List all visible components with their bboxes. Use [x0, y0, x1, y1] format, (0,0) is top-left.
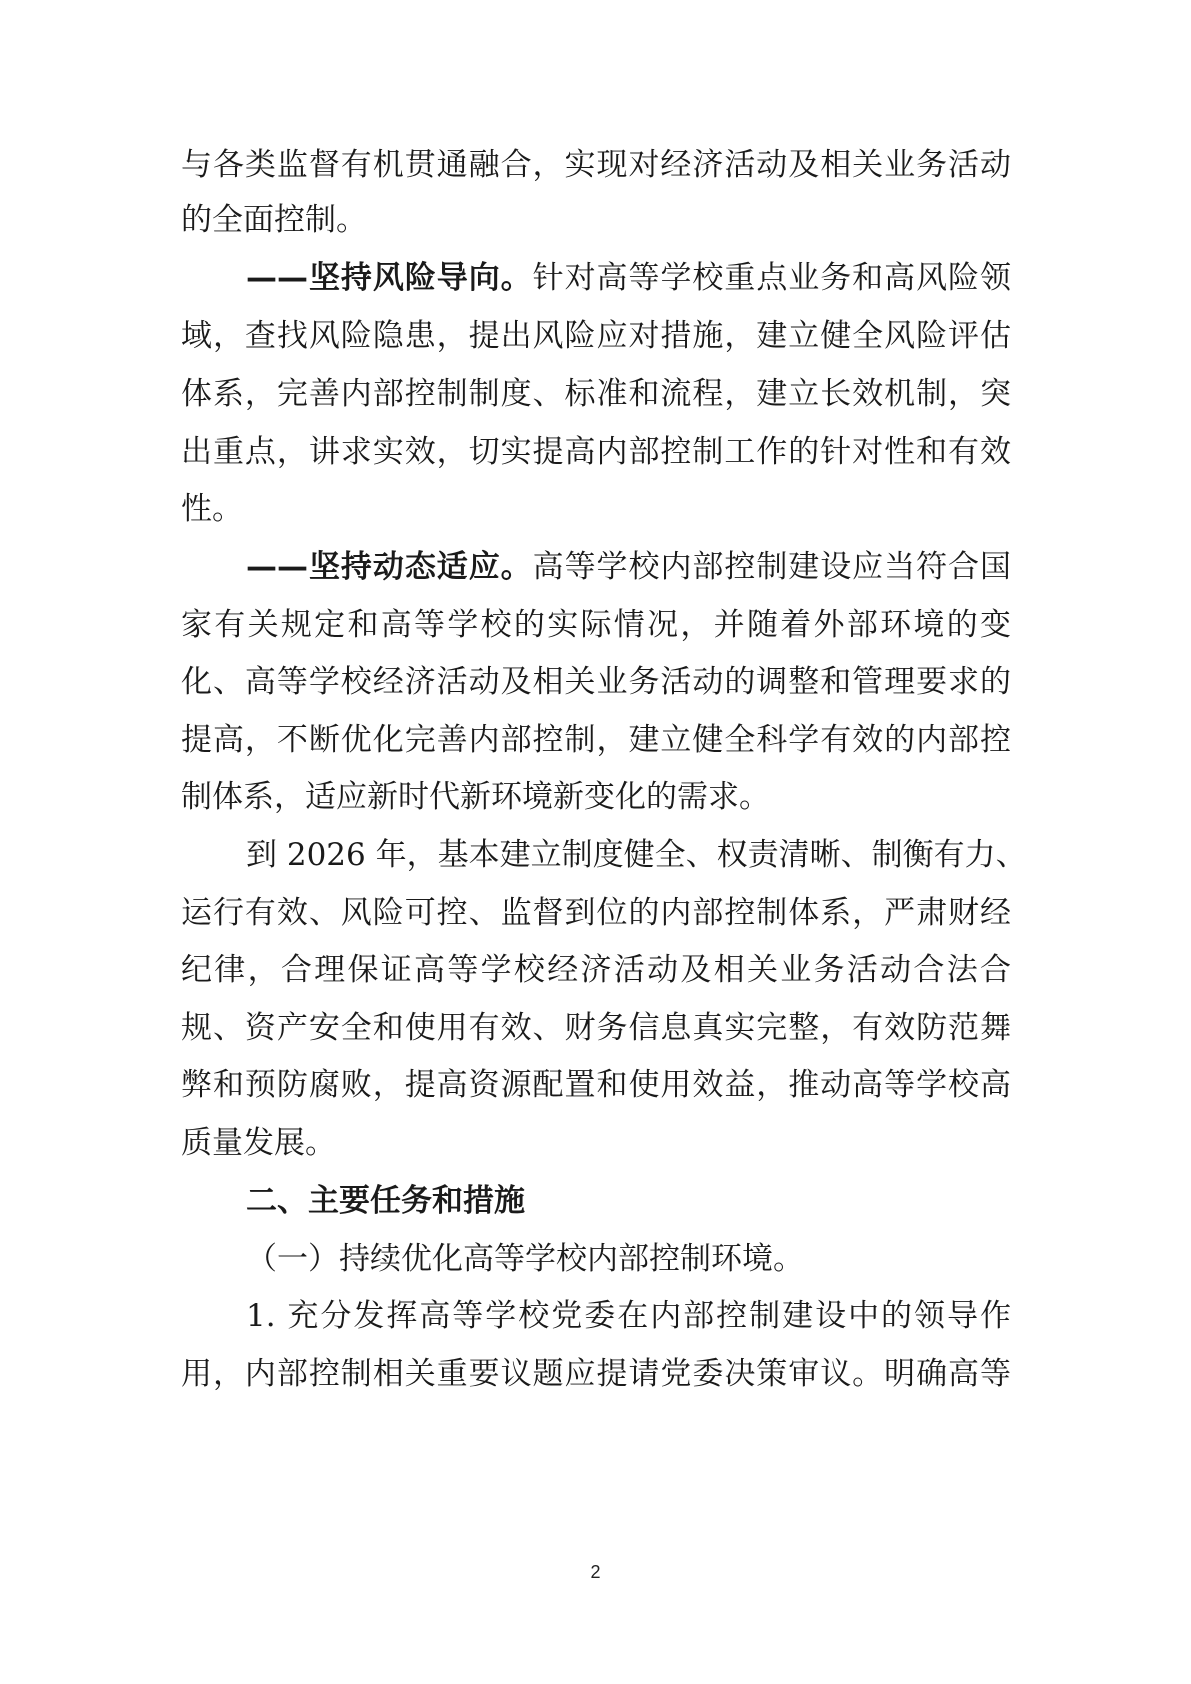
paragraph-line: 出重点，讲求实效，切实提高内部控制工作的针对性和有效: [181, 434, 1011, 470]
paragraph-line: 制体系，适应新时代新环境新变化的需求。: [181, 779, 770, 815]
paragraph-line: 运行有效、风险可控、监督到位的内部控制体系，严肃财经: [181, 895, 1011, 931]
paragraph-line: 弊和预防腐败，提高资源配置和使用效益，推动高等学校高: [181, 1067, 1011, 1103]
paragraph-line: 家有关规定和高等学校的实际情况，并随着外部环境的变: [181, 607, 1011, 643]
paragraph-line: 到 2026 年，基本建立制度健全、权责清晰、制衡有力、: [246, 837, 1027, 873]
paragraph-line: 规、资产安全和使用有效、财务信息真实完整，有效防范舞: [181, 1010, 1011, 1046]
paragraph-line: 纪律，合理保证高等学校经济活动及相关业务活动合法合: [181, 952, 1011, 988]
paragraph-line: 用，内部控制相关重要议题应提请党委决策审议。明确高等: [181, 1356, 1011, 1392]
subsection-heading: （一）持续优化高等学校内部控制环境。: [246, 1241, 804, 1277]
paragraph-line: 域，查找风险隐患，提出风险应对措施，建立健全风险评估: [181, 318, 1011, 354]
principle-heading: ——坚持动态适应。: [246, 549, 533, 585]
paragraph-line: 1. 充分发挥高等学校党委在内部控制建设中的领导作: [246, 1298, 1011, 1334]
paragraph-line: 提高，不断优化完善内部控制，建立健全科学有效的内部控: [181, 722, 1011, 758]
section-heading: 二、主要任务和措施: [246, 1183, 525, 1219]
paragraph-line: 化、高等学校经济活动及相关业务活动的调整和管理要求的: [181, 664, 1011, 700]
paragraph-line: 质量发展。: [181, 1125, 336, 1161]
paragraph-line-principle-dynamic: [246, 547, 1011, 587]
principle-text: 高等学校内部控制建设应当符合国: [532, 549, 1012, 585]
paragraph-line: 体系，完善内部控制制度、标准和流程，建立长效机制，突: [181, 376, 1011, 412]
principle-heading: ——坚持风险导向。: [246, 260, 533, 296]
page-number: 2: [590, 1562, 601, 1582]
paragraph-line: 与各类监督有机贯通融合，实现对经济活动及相关业务活动: [181, 147, 1011, 183]
principle-text: 针对高等学校重点业务和高风险领: [532, 260, 1012, 296]
paragraph-line-principle-risk: [246, 258, 1011, 298]
paragraph-line: 性。: [181, 491, 243, 527]
paragraph-line: 的全面控制。: [181, 202, 367, 238]
